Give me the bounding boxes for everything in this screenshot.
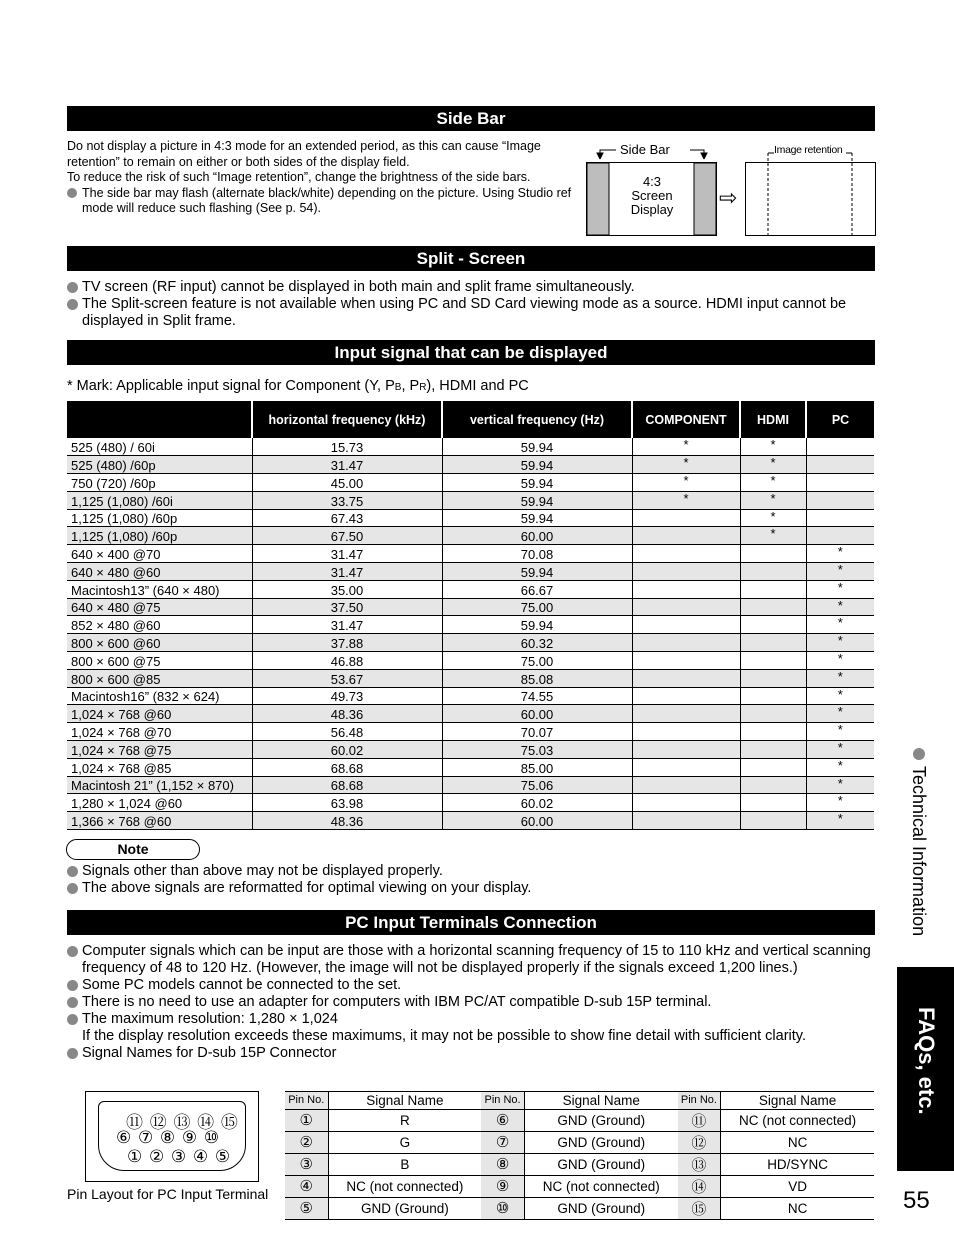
side-bar-para1: Do not display a picture in 4:3 mode for an extended period, as this can cause “Image retention” to remain on either or both sides of the display field.	[67, 139, 541, 169]
pin-row	[285, 1197, 874, 1219]
table-cell	[740, 794, 806, 812]
pin-no-header: Pin No.	[481, 1092, 524, 1110]
table-cell: 59.94	[442, 563, 632, 581]
table-row	[67, 616, 874, 634]
table-cell	[806, 438, 874, 456]
table-cell	[740, 634, 806, 652]
diagram-side-bar-label: Side Bar	[620, 142, 670, 157]
mark-note-sub2: R	[419, 382, 427, 393]
table-cell: *	[806, 580, 874, 598]
table-cell: 68.68	[252, 776, 442, 794]
table-cell: 31.47	[252, 616, 442, 634]
tab-faqs[interactable]	[897, 967, 954, 1171]
table-cell: 1,024 × 768 @85	[67, 758, 252, 776]
table-cell	[632, 705, 740, 723]
signal-name: VD	[721, 1175, 874, 1197]
screen-line1: 4:3	[642, 174, 662, 189]
table-row	[67, 438, 874, 456]
table-cell	[632, 776, 740, 794]
table-row	[67, 545, 874, 563]
notes-list	[67, 863, 867, 897]
table-row	[67, 563, 874, 581]
table-cell: *	[806, 812, 874, 830]
table-cell: 75.00	[442, 598, 632, 616]
table-row	[67, 652, 874, 670]
pin-number: ⑫	[678, 1131, 721, 1153]
header-hfreq: horizontal frequency (kHz)	[252, 401, 442, 438]
table-cell: *	[806, 687, 874, 705]
table-cell: 59.94	[442, 616, 632, 634]
table-cell: 800 × 600 @85	[67, 669, 252, 687]
table-cell: *	[632, 438, 740, 456]
table-cell: *	[806, 723, 874, 741]
header-vfreq: vertical frequency (Hz)	[442, 401, 632, 438]
table-cell: 15.73	[252, 438, 442, 456]
signal-name: B	[328, 1153, 481, 1175]
table-cell	[632, 527, 740, 545]
table-cell: 750 (720) /60p	[67, 474, 252, 492]
table-cell	[632, 758, 740, 776]
pin-number: ⑦	[481, 1131, 524, 1153]
table-cell: 46.88	[252, 652, 442, 670]
table-cell: *	[806, 634, 874, 652]
table-row	[67, 456, 874, 474]
pin-row	[285, 1109, 874, 1131]
pin-number: ④	[285, 1175, 328, 1197]
table-cell: 60.02	[252, 741, 442, 759]
note-1: Signals other than above may not be displayed properly.	[67, 863, 867, 880]
pin-number: ⑥	[481, 1109, 524, 1131]
split-bullet-2: The Split-screen feature is not available when using PC and SD Card viewing mode as a source. HDMI input cannot be displayed in Split frame.	[67, 296, 867, 330]
pin-number: ③	[285, 1153, 328, 1175]
pc-input-heading: PC Input Terminals Connection	[67, 910, 875, 935]
table-cell: 1,366 × 768 @60	[67, 812, 252, 830]
table-cell: 1,024 × 768 @60	[67, 705, 252, 723]
table-cell: 68.68	[252, 758, 442, 776]
table-cell: 70.08	[442, 545, 632, 563]
table-row	[67, 527, 874, 545]
bullet-icon	[913, 748, 925, 760]
table-cell	[632, 634, 740, 652]
table-cell: 59.94	[442, 438, 632, 456]
table-cell: 66.67	[442, 580, 632, 598]
table-cell: *	[632, 474, 740, 492]
signal-name: NC	[721, 1197, 874, 1219]
pc-bullet-3: There is no need to use an adapter for computers with IBM PC/AT compatible D-sub 15P terminal.	[67, 994, 877, 1011]
pc-bullet-5: Signal Names for D-sub 15P Connector	[67, 1045, 877, 1062]
signal-name-header: Signal Name	[524, 1092, 677, 1110]
arrow-right-icon: ⇨	[719, 185, 738, 210]
signal-name: GND (Ground)	[524, 1153, 677, 1175]
table-cell	[806, 456, 874, 474]
table-cell: *	[632, 456, 740, 474]
pin-row-top: ⑪ ⑫ ⑬ ⑭ ⑮	[126, 1113, 239, 1132]
table-cell: 852 × 480 @60	[67, 616, 252, 634]
table-cell	[806, 491, 874, 509]
table-cell: 60.02	[442, 794, 632, 812]
table-cell: 70.07	[442, 723, 632, 741]
table-cell	[632, 794, 740, 812]
table-cell	[632, 580, 740, 598]
signal-name: R	[328, 1109, 481, 1131]
table-row	[67, 723, 874, 741]
diagram-screen-label	[610, 175, 694, 217]
table-cell: 640 × 480 @75	[67, 598, 252, 616]
diagram-retention-label: Image retention	[774, 144, 843, 156]
pc-input-text	[67, 943, 877, 1062]
pin-number: ⑪	[678, 1109, 721, 1131]
technical-label: Technical Information	[909, 766, 929, 937]
table-cell: Macintosh16” (832 × 624)	[67, 687, 252, 705]
table-cell: 75.03	[442, 741, 632, 759]
table-cell: *	[740, 474, 806, 492]
table-cell: 85.00	[442, 758, 632, 776]
table-cell: *	[740, 456, 806, 474]
signal-name: GND (Ground)	[328, 1197, 481, 1219]
table-cell: *	[806, 616, 874, 634]
table-cell	[632, 616, 740, 634]
mark-note-prefix: * Mark: Applicable input signal for Component (Y, P	[67, 378, 395, 394]
split-screen-heading: Split - Screen	[67, 246, 875, 271]
table-cell: *	[806, 598, 874, 616]
max-res-followup: If the display resolution exceeds these maximums, it may not be possible to show fine detail with sufficient clarity.	[82, 1028, 807, 1044]
table-cell: *	[806, 776, 874, 794]
table-cell: *	[740, 491, 806, 509]
input-signal-heading: Input signal that can be displayed	[67, 340, 875, 365]
header-signal	[67, 401, 252, 438]
table-cell	[806, 474, 874, 492]
pc-bullet-4: The maximum resolution: 1,280 × 1,024	[67, 1011, 877, 1028]
side-bar-diagram	[586, 141, 876, 237]
side-bar-text	[67, 139, 582, 217]
table-cell	[632, 687, 740, 705]
pin-row-bot: ① ② ③ ④ ⑤	[127, 1147, 232, 1166]
table-cell: 63.98	[252, 794, 442, 812]
table-cell: 59.94	[442, 456, 632, 474]
pin-row	[285, 1131, 874, 1153]
pin-row	[285, 1175, 874, 1197]
table-cell: 37.88	[252, 634, 442, 652]
pin-no-header: Pin No.	[285, 1092, 328, 1110]
pin-table	[285, 1091, 874, 1220]
tab-technical-information[interactable]	[908, 748, 929, 936]
table-cell: 67.43	[252, 509, 442, 527]
table-cell: 800 × 600 @75	[67, 652, 252, 670]
table-row	[67, 758, 874, 776]
signal-name: NC (not connected)	[328, 1175, 481, 1197]
table-cell: 85.08	[442, 669, 632, 687]
table-cell: 525 (480) /60p	[67, 456, 252, 474]
table-cell: 33.75	[252, 491, 442, 509]
table-cell	[740, 741, 806, 759]
table-cell	[740, 669, 806, 687]
table-row	[67, 491, 874, 509]
table-cell: *	[806, 741, 874, 759]
pin-no-header: Pin No.	[678, 1092, 721, 1110]
table-cell: 31.47	[252, 563, 442, 581]
pin-number: ⑧	[481, 1153, 524, 1175]
table-cell	[740, 545, 806, 563]
signal-name: G	[328, 1131, 481, 1153]
pin-layout-box	[85, 1091, 259, 1182]
table-cell: *	[806, 563, 874, 581]
signal-table-header	[67, 401, 874, 438]
table-cell: *	[806, 545, 874, 563]
table-cell: 49.73	[252, 687, 442, 705]
table-row	[67, 598, 874, 616]
page-number: 55	[903, 1187, 930, 1214]
table-cell	[740, 776, 806, 794]
table-cell: *	[806, 758, 874, 776]
signal-name: GND (Ground)	[524, 1109, 677, 1131]
pin-number: ⑮	[678, 1197, 721, 1219]
table-cell	[806, 509, 874, 527]
table-cell: 48.36	[252, 812, 442, 830]
table-cell	[740, 758, 806, 776]
signal-name: NC (not connected)	[524, 1175, 677, 1197]
table-cell: 56.48	[252, 723, 442, 741]
table-cell: 1,024 × 768 @70	[67, 723, 252, 741]
table-cell	[806, 527, 874, 545]
table-cell: 59.94	[442, 491, 632, 509]
table-cell: 48.36	[252, 705, 442, 723]
table-cell: *	[806, 794, 874, 812]
table-cell	[632, 598, 740, 616]
table-cell: 1,125 (1,080) /60i	[67, 491, 252, 509]
table-cell: 31.47	[252, 456, 442, 474]
pin-number: ①	[285, 1109, 328, 1131]
pin-number: ⑩	[481, 1197, 524, 1219]
table-cell: 53.67	[252, 669, 442, 687]
signal-table	[67, 401, 874, 830]
pin-number: ⑭	[678, 1175, 721, 1197]
table-cell	[740, 705, 806, 723]
table-cell: 525 (480) / 60i	[67, 438, 252, 456]
table-row	[67, 669, 874, 687]
table-cell: *	[806, 705, 874, 723]
mark-note-mid: , P	[401, 378, 420, 394]
table-cell: 35.00	[252, 580, 442, 598]
note-2: The above signals are reformatted for optimal viewing on your display.	[67, 880, 867, 897]
pin-row-mid: ⑥ ⑦ ⑧ ⑨ ⑩	[116, 1128, 221, 1147]
table-cell	[740, 687, 806, 705]
table-cell: 800 × 600 @60	[67, 634, 252, 652]
table-cell: 45.00	[252, 474, 442, 492]
table-row	[67, 509, 874, 527]
mark-note-suffix: ), HDMI and PC	[426, 378, 529, 394]
pc-bullet-2: Some PC models cannot be connected to the set.	[67, 977, 877, 994]
table-row	[67, 580, 874, 598]
table-cell: 60.00	[442, 812, 632, 830]
table-cell: 59.94	[442, 474, 632, 492]
table-cell: *	[806, 652, 874, 670]
header-hdmi: HDMI	[740, 401, 806, 438]
table-cell: 1,024 × 768 @75	[67, 741, 252, 759]
pin-number: ⑬	[678, 1153, 721, 1175]
table-cell	[740, 563, 806, 581]
table-row	[67, 794, 874, 812]
pin-number: ⑨	[481, 1175, 524, 1197]
table-cell	[632, 652, 740, 670]
table-cell	[740, 598, 806, 616]
signal-name-header: Signal Name	[328, 1092, 481, 1110]
table-cell: 67.50	[252, 527, 442, 545]
pin-row	[285, 1153, 874, 1175]
table-cell: Macintosh13” (640 × 480)	[67, 580, 252, 598]
header-component: COMPONENT	[632, 401, 740, 438]
table-cell	[632, 723, 740, 741]
table-cell	[632, 741, 740, 759]
table-cell	[632, 545, 740, 563]
mark-note-sub1: B	[394, 382, 402, 393]
table-row	[67, 812, 874, 830]
table-cell	[740, 812, 806, 830]
note-label: Note	[66, 839, 200, 860]
table-cell: *	[806, 669, 874, 687]
table-cell: 60.32	[442, 634, 632, 652]
screen-line2: Screen	[631, 188, 673, 203]
pc-bullet-1: Computer signals which can be input are those with a horizontal scanning frequency of 15 to 110 kHz and vertical scanning frequency of 48 to 120 Hz. (However, the image will not be displayed properly if the signals exceed 1,200 lines.)	[67, 943, 877, 977]
table-row	[67, 741, 874, 759]
side-bar-bullet: The side bar may flash (alternate black/white) depending on the picture. Using Studio ref mode will reduce such flashing (See p. 54).	[67, 186, 582, 217]
table-cell: *	[740, 438, 806, 456]
table-cell: 1,280 × 1,024 @60	[67, 794, 252, 812]
pin-number: ②	[285, 1131, 328, 1153]
table-cell: 640 × 400 @70	[67, 545, 252, 563]
table-row	[67, 705, 874, 723]
table-row	[67, 474, 874, 492]
table-cell: 59.94	[442, 509, 632, 527]
table-cell: 640 × 480 @60	[67, 563, 252, 581]
table-cell: Macintosh 21” (1,152 × 870)	[67, 776, 252, 794]
side-bar-para2: To reduce the risk of such “Image retention”, change the brightness of the side bars.	[67, 170, 531, 184]
screen-line3: Display	[630, 202, 674, 217]
table-cell	[740, 580, 806, 598]
pin-caption: Pin Layout for PC Input Terminal	[67, 1186, 269, 1202]
table-cell: 75.06	[442, 776, 632, 794]
table-cell: *	[632, 491, 740, 509]
table-cell	[740, 723, 806, 741]
table-cell: 37.50	[252, 598, 442, 616]
table-row	[67, 687, 874, 705]
pin-number: ⑤	[285, 1197, 328, 1219]
table-cell	[632, 669, 740, 687]
side-bar-heading: Side Bar	[67, 106, 875, 131]
table-cell: 60.00	[442, 527, 632, 545]
table-cell: 1,125 (1,080) /60p	[67, 509, 252, 527]
signal-name-header: Signal Name	[721, 1092, 874, 1110]
signal-name: GND (Ground)	[524, 1197, 677, 1219]
pin-table-header	[285, 1092, 874, 1110]
split-bullet-1: TV screen (RF input) cannot be displayed in both main and split frame simultaneously.	[67, 279, 867, 296]
mark-note	[67, 378, 529, 396]
signal-name: NC (not connected)	[721, 1109, 874, 1131]
table-cell: 1,125 (1,080) /60p	[67, 527, 252, 545]
faqs-label: FAQs, etc.	[914, 1007, 939, 1115]
table-cell: *	[740, 509, 806, 527]
table-row	[67, 634, 874, 652]
signal-name: GND (Ground)	[524, 1131, 677, 1153]
table-cell	[740, 652, 806, 670]
table-cell	[740, 616, 806, 634]
table-cell: 60.00	[442, 705, 632, 723]
table-cell	[632, 563, 740, 581]
table-cell: *	[740, 527, 806, 545]
table-cell: 74.55	[442, 687, 632, 705]
signal-name: NC	[721, 1131, 874, 1153]
header-pc: PC	[806, 401, 874, 438]
split-screen-text	[67, 279, 867, 330]
table-cell: 75.00	[442, 652, 632, 670]
table-cell	[632, 509, 740, 527]
table-cell: 31.47	[252, 545, 442, 563]
signal-name: HD/SYNC	[721, 1153, 874, 1175]
table-row	[67, 776, 874, 794]
table-cell	[632, 812, 740, 830]
